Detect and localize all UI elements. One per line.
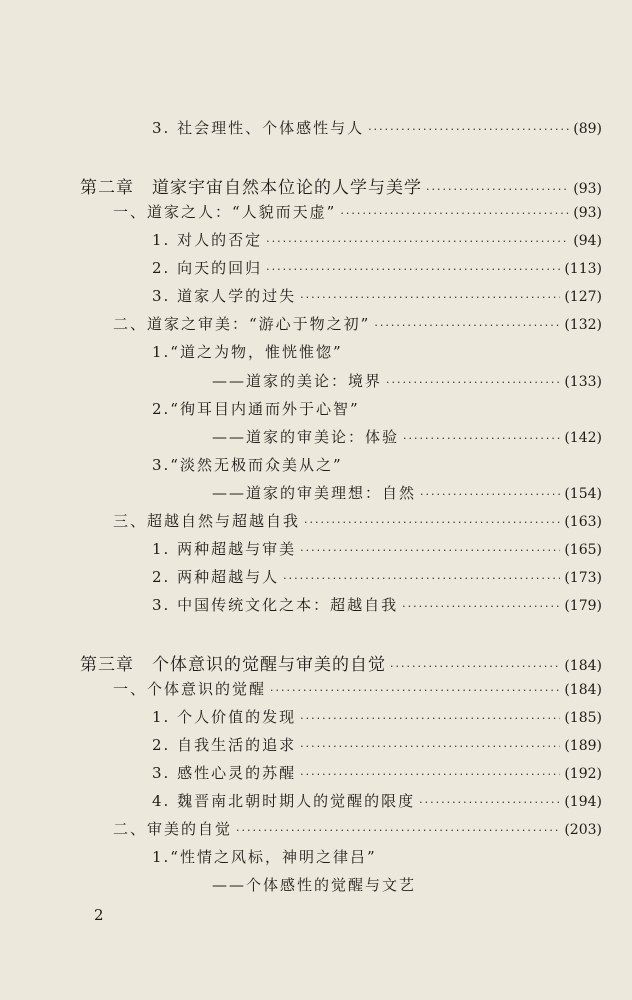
toc-entry-label: 3.“淡然无极而众美从之” bbox=[152, 456, 343, 474]
toc-section bbox=[113, 510, 602, 534]
toc-entry-label: ——个体感性的觉醒与文艺 bbox=[212, 876, 417, 894]
toc-entry-label: 1. 两种超越与审美 bbox=[152, 540, 297, 558]
leader-dots bbox=[300, 544, 560, 557]
toc-entry-page: (93) bbox=[573, 181, 602, 197]
toc-subentry bbox=[212, 482, 602, 506]
toc-section bbox=[113, 201, 602, 225]
toc-entry-label: 2. 自我生活的追求 bbox=[152, 736, 297, 754]
toc-entry-page: (154) bbox=[564, 486, 602, 502]
toc-entry-label: 4. 魏晋南北朝时期人的觉醒的限度 bbox=[152, 792, 416, 810]
toc-entry-page: (142) bbox=[564, 430, 602, 446]
toc-entry bbox=[152, 454, 602, 478]
toc-entry bbox=[152, 734, 602, 758]
leader-dots bbox=[266, 263, 560, 276]
toc-entry bbox=[152, 341, 602, 365]
leader-dots bbox=[426, 183, 569, 196]
leader-dots bbox=[374, 319, 560, 332]
toc-chapter bbox=[80, 650, 602, 674]
toc-entry-label: ——道家的美论：境界 bbox=[212, 372, 383, 390]
toc-entry bbox=[152, 762, 602, 786]
toc-entry-page: (194) bbox=[564, 794, 602, 810]
toc-entry-label: ——道家的审美论：体验 bbox=[212, 428, 400, 446]
toc-entry bbox=[152, 846, 602, 870]
leader-dots bbox=[300, 291, 560, 304]
toc-entry-label: 二、道家之审美：“游心于物之初” bbox=[113, 315, 371, 333]
leader-dots bbox=[402, 600, 560, 613]
leader-dots bbox=[419, 796, 560, 809]
leader-dots bbox=[300, 712, 560, 725]
leader-dots bbox=[270, 684, 560, 697]
toc-entry bbox=[152, 117, 602, 141]
toc-entry-label: 1.“性情之风标，神明之律吕” bbox=[152, 848, 377, 866]
leader-dots bbox=[340, 207, 569, 220]
toc-entry bbox=[152, 706, 602, 730]
toc-entry bbox=[152, 566, 602, 590]
toc-entry-label: 2. 两种超越与人 bbox=[152, 568, 280, 586]
toc-entry-label: 一、个体意识的觉醒 bbox=[113, 680, 267, 698]
toc-entry-page: (113) bbox=[564, 261, 602, 277]
leader-dots bbox=[304, 516, 560, 529]
toc-entry-label: ——道家的审美理想：自然 bbox=[212, 484, 417, 502]
toc-entry-page: (184) bbox=[564, 682, 602, 698]
leader-dots bbox=[386, 376, 560, 389]
toc-section bbox=[113, 818, 602, 842]
toc-section bbox=[113, 678, 602, 702]
toc-entry bbox=[152, 229, 602, 253]
toc-subentry bbox=[212, 874, 602, 898]
toc-entry-label: 1. 对人的否定 bbox=[152, 231, 263, 249]
toc-subentry bbox=[212, 426, 602, 450]
toc-entry-page: (192) bbox=[564, 766, 602, 782]
toc-entry bbox=[152, 257, 602, 281]
toc-entry-page: (184) bbox=[564, 658, 602, 674]
toc-entry-label: 一、道家之人：“人貌而天虚” bbox=[113, 203, 337, 221]
toc-entry bbox=[152, 790, 602, 814]
toc-entry bbox=[152, 285, 602, 309]
toc-entry-label: 二、审美的自觉 bbox=[113, 820, 233, 838]
toc-entry-page: (189) bbox=[564, 738, 602, 754]
toc-entry bbox=[152, 398, 602, 422]
toc-entry-label: 3. 道家人学的过失 bbox=[152, 287, 297, 305]
toc-entry bbox=[152, 538, 602, 562]
leader-dots bbox=[236, 824, 560, 837]
toc-chapter bbox=[80, 173, 602, 197]
toc-entry-page: (179) bbox=[564, 598, 602, 614]
toc-entry bbox=[152, 594, 602, 618]
toc-section bbox=[113, 313, 602, 337]
toc-entry-page: (163) bbox=[564, 514, 602, 530]
toc-entry-page: (185) bbox=[564, 710, 602, 726]
toc-entry-page: (94) bbox=[573, 233, 602, 249]
page-number: 2 bbox=[94, 906, 104, 924]
leader-dots bbox=[403, 432, 560, 445]
toc-entry-label: 2. 向天的回归 bbox=[152, 259, 263, 277]
toc-entry-label: 3. 中国传统文化之本：超越自我 bbox=[152, 596, 399, 614]
leader-dots bbox=[420, 488, 560, 501]
toc-entry-label: 1. 个人价值的发现 bbox=[152, 708, 297, 726]
toc-entry-label: 第二章 道家宇宙自然本位论的人学与美学 bbox=[80, 178, 422, 198]
toc-entry-label: 3. 感性心灵的苏醒 bbox=[152, 764, 297, 782]
leader-dots bbox=[266, 235, 569, 248]
leader-dots bbox=[283, 572, 560, 585]
leader-dots bbox=[300, 740, 560, 753]
toc-entry-page: (127) bbox=[564, 289, 602, 305]
toc-entry-label: 3. 社会理性、个体感性与人 bbox=[152, 119, 365, 137]
toc-subentry bbox=[212, 370, 602, 394]
toc-entry-label: 三、超越自然与超越自我 bbox=[113, 512, 301, 530]
leader-dots bbox=[368, 123, 569, 136]
toc-entry-page: (93) bbox=[573, 205, 602, 221]
toc-entry-label: 2.“徇耳目内通而外于心智” bbox=[152, 400, 360, 418]
toc-entry-label: 1.“道之为物，惟恍惟惚” bbox=[152, 343, 343, 361]
toc-entry-label: 第三章 个体意识的觉醒与审美的自觉 bbox=[80, 655, 386, 675]
toc-entry-page: (132) bbox=[564, 317, 602, 333]
toc-entry-page: (173) bbox=[564, 570, 602, 586]
toc-entry-page: (89) bbox=[573, 121, 602, 137]
leader-dots bbox=[300, 768, 560, 781]
toc-entry-page: (203) bbox=[564, 822, 602, 838]
leader-dots bbox=[390, 660, 560, 673]
toc-entry-page: (133) bbox=[564, 374, 602, 390]
toc-entry-page: (165) bbox=[564, 542, 602, 558]
